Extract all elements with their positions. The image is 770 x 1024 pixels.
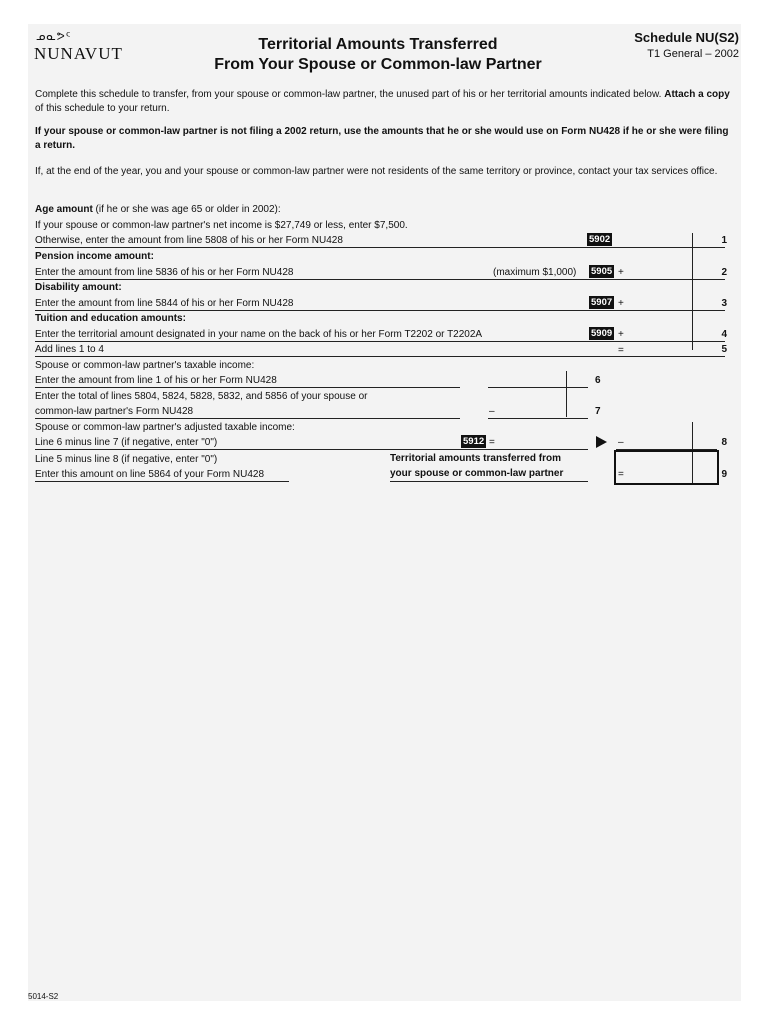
amount-column-divider: [692, 422, 693, 450]
line9-amount-box[interactable]: [614, 450, 719, 485]
logo-nunavut: NUNAVUT: [34, 44, 123, 63]
adjusted-income-text2: Line 6 minus line 7 (if negative, enter "0"): [35, 437, 218, 448]
line-code-5902: 5902: [589, 234, 611, 245]
line4-rule: [35, 341, 725, 342]
line9-label-rule: [35, 481, 289, 482]
form-sheet: [28, 24, 741, 1001]
amount-column-divider: [692, 233, 693, 350]
minus-sign: –: [489, 406, 495, 417]
pension-maximum: (maximum $1,000): [493, 267, 577, 278]
equals-sign: =: [618, 345, 624, 356]
form-title-line2: From Your Spouse or Common-law Partner: [214, 56, 542, 73]
line3-rule: [35, 310, 725, 311]
intro-paragraph: Complete this schedule to transfer, from your spouse or common-law partner, the unused part of his or her territorial amounts indicated below. Attach a copy of this schedule to your return.: [35, 89, 730, 114]
age-amount-text1: If your spouse or common-law partner's net income is $27,749 or less, enter $7,500.: [35, 220, 408, 231]
pension-text: Enter the amount from line 5836 of his or her Form NU428: [35, 267, 294, 278]
result-label-rule: [390, 481, 588, 482]
pension-heading: Pension income amount:: [35, 251, 154, 262]
taxable-income-text1: Spouse or common-law partner's taxable income:: [35, 360, 255, 371]
equals-sign: =: [489, 437, 495, 448]
schedule-name: Schedule NU(S2): [634, 30, 739, 45]
line-number-2: 2: [721, 267, 727, 278]
total-lines-text1: Enter the total of lines 5804, 5824, 5828, 5832, and 5856 of your spouse or: [35, 391, 368, 402]
line-number-5: 5: [721, 344, 727, 355]
line-code-5905: 5905: [591, 266, 613, 277]
result-label-line1: Territorial amounts transferred from: [390, 453, 561, 464]
plus-sign: +: [618, 329, 624, 340]
total-lines-text2: common-law partner's Form NU428: [35, 406, 194, 417]
line-number-7: 7: [595, 406, 601, 417]
line1-rule: [35, 247, 725, 248]
minus-sign: –: [618, 437, 624, 448]
result-text1: Line 5 minus line 8 (if negative, enter "0"): [35, 454, 218, 465]
line5-rule: [35, 356, 725, 357]
logo-syllabics: ᓄᓇᕗᑦ: [36, 31, 72, 43]
schedule-subtitle: T1 General – 2002: [647, 48, 739, 60]
amount-column-divider: [692, 452, 693, 483]
line8-label-rule: [35, 449, 588, 450]
line7-label-rule: [35, 418, 460, 419]
line7-amount-box[interactable]: [488, 418, 588, 419]
line-number-1: 1: [721, 235, 727, 246]
line6-label-rule: [35, 387, 460, 388]
disability-heading: Disability amount:: [35, 282, 122, 293]
line-number-8: 8: [721, 437, 727, 448]
residency-paragraph: If, at the end of the year, you and your spouse or common-law partner were not residents of the same territory or province, contact your tax services office.: [35, 166, 718, 177]
line-code-5912: 5912: [463, 436, 485, 447]
add-lines-text: Add lines 1 to 4: [35, 344, 104, 355]
adjusted-income-text1: Spouse or common-law partner's adjusted taxable income:: [35, 422, 295, 433]
form-title-line1: Territorial Amounts Transferred: [258, 36, 498, 53]
sub-column-divider: [566, 371, 567, 417]
tuition-heading: Tuition and education amounts:: [35, 313, 186, 324]
result-label-line2: your spouse or common-law partner: [390, 468, 564, 479]
plus-sign: +: [618, 298, 624, 309]
result-text2: Enter this amount on line 5864 of your Form NU428: [35, 469, 265, 480]
instruction-paragraph: If your spouse or common-law partner is not filing a 2002 return, use the amounts that he or she would use on Form NU428 if he or she were filing a return.: [35, 126, 729, 151]
plus-sign: +: [618, 267, 624, 278]
line2-rule: [35, 279, 725, 280]
age-amount-heading: Age amount (if he or she was age 65 or older in 2002):: [35, 204, 281, 215]
line-code-5907: 5907: [591, 297, 613, 308]
taxable-income-text2: Enter the amount from line 1 of his or her Form NU428: [35, 375, 277, 386]
line6-amount-box[interactable]: [488, 387, 588, 388]
age-amount-text2: Otherwise, enter the amount from line 5808 of his or her Form NU428: [35, 235, 343, 246]
line-number-3: 3: [721, 298, 727, 309]
equals-sign: =: [618, 469, 624, 480]
line-number-6: 6: [595, 375, 601, 386]
line-number-4: 4: [721, 329, 727, 340]
line-number-9: 9: [721, 469, 727, 480]
line-code-5909: 5909: [591, 328, 613, 339]
tuition-text: Enter the territorial amount designated in your name on the back of his or her Form T2202 or T2202A: [35, 329, 483, 340]
disability-text: Enter the amount from line 5844 of his or her Form NU428: [35, 298, 294, 309]
form-code: 5014-S2: [28, 992, 59, 1001]
arrow-right-icon: [596, 436, 607, 448]
